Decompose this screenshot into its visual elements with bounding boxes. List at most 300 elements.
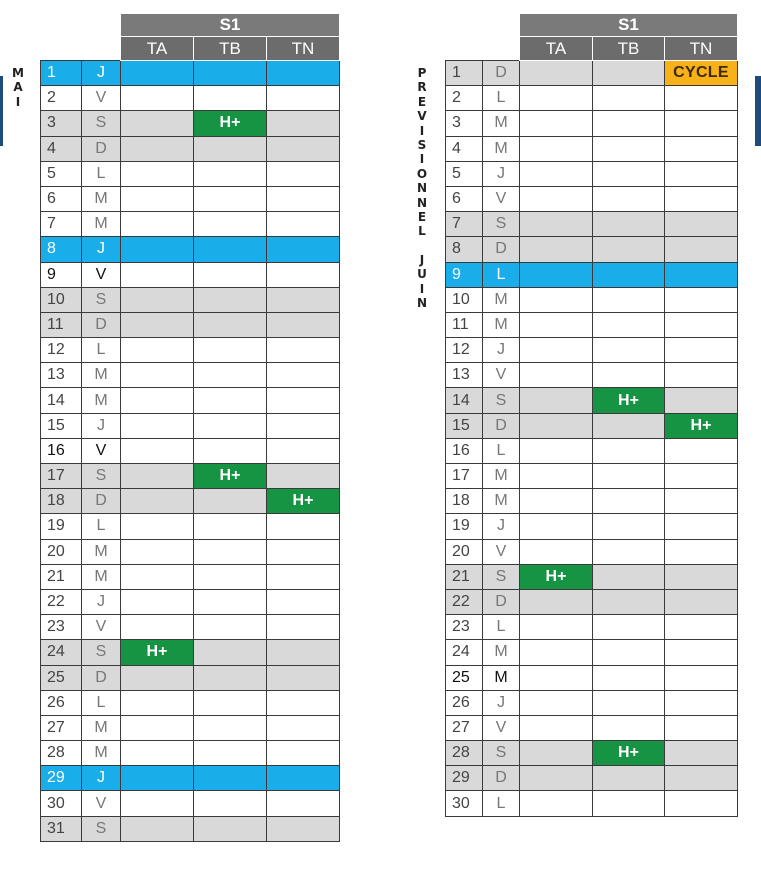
shift-cell-tb[interactable] — [194, 489, 267, 514]
vertical-label-letter: S — [417, 137, 427, 152]
day-letter: L — [483, 791, 520, 816]
day-number: 28 — [446, 741, 483, 766]
shift-header-tb: TB — [593, 37, 665, 61]
shift-cell-tn[interactable] — [267, 136, 340, 161]
day-number: 26 — [446, 690, 483, 715]
shift-cell-tn[interactable] — [267, 640, 340, 665]
group-header-s1: S1 — [520, 14, 738, 37]
shift-cell-ta[interactable] — [121, 514, 194, 539]
day-row — [41, 766, 340, 791]
shift-cell-tn[interactable] — [665, 262, 738, 287]
day-number: 12 — [446, 338, 483, 363]
day-number: 1 — [41, 61, 82, 86]
shift-cell-ta[interactable] — [520, 589, 593, 614]
day-letter: J — [82, 237, 121, 262]
day-letter: M — [483, 665, 520, 690]
day-number: 3 — [41, 111, 82, 136]
shift-cell-ta[interactable] — [520, 262, 593, 287]
shift-cell-tn[interactable] — [267, 514, 340, 539]
shift-cell-tb[interactable] — [194, 690, 267, 715]
shift-cell-tb[interactable] — [194, 262, 267, 287]
shift-cell-tn[interactable] — [267, 539, 340, 564]
day-row — [446, 665, 738, 690]
shift-cell-tb[interactable] — [194, 212, 267, 237]
day-number: 29 — [446, 766, 483, 791]
day-row — [446, 61, 738, 86]
shift-cell-tb[interactable] — [593, 464, 665, 489]
shift-cell-tb[interactable] — [194, 438, 267, 463]
shift-cell-tn[interactable] — [267, 615, 340, 640]
shift-cell-tn[interactable] — [665, 741, 738, 766]
shift-cell-tb[interactable] — [593, 539, 665, 564]
shift-cell-tb[interactable] — [194, 161, 267, 186]
shift-cell-ta[interactable] — [121, 186, 194, 211]
shift-cell-ta[interactable] — [520, 665, 593, 690]
day-number: 15 — [41, 413, 82, 438]
shift-cell-tn[interactable] — [665, 136, 738, 161]
overtime-badge-tn[interactable]: H+ — [267, 489, 340, 514]
vertical-label-letter: I — [419, 123, 425, 138]
day-row — [41, 61, 340, 86]
day-letter: L — [483, 86, 520, 111]
shift-cell-ta[interactable] — [520, 715, 593, 740]
june-schedule-table — [445, 13, 738, 817]
shift-cell-tn[interactable] — [665, 86, 738, 111]
day-letter: D — [82, 312, 121, 337]
shift-cell-tb[interactable] — [194, 564, 267, 589]
shift-cell-tb[interactable] — [593, 237, 665, 262]
day-row — [446, 212, 738, 237]
shift-cell-tb[interactable] — [593, 514, 665, 539]
shift-cell-tb[interactable] — [194, 86, 267, 111]
shift-cell-tn[interactable] — [267, 161, 340, 186]
day-number: 18 — [41, 489, 82, 514]
shift-cell-tb[interactable] — [593, 766, 665, 791]
shift-cell-tn[interactable] — [665, 438, 738, 463]
overtime-badge-tb[interactable]: H+ — [194, 464, 267, 489]
shift-cell-ta[interactable] — [520, 791, 593, 816]
shift-header-ta: TA — [121, 37, 194, 61]
shift-cell-ta[interactable] — [121, 816, 194, 841]
day-number: 5 — [446, 161, 483, 186]
day-number: 13 — [446, 363, 483, 388]
day-number: 30 — [41, 791, 82, 816]
shift-cell-ta[interactable] — [121, 312, 194, 337]
day-row — [446, 237, 738, 262]
shift-cell-ta[interactable] — [520, 287, 593, 312]
shift-cell-ta[interactable] — [520, 640, 593, 665]
day-letter: M — [483, 111, 520, 136]
shift-cell-ta[interactable] — [520, 438, 593, 463]
shift-cell-tn[interactable] — [267, 312, 340, 337]
shift-cell-ta[interactable] — [520, 186, 593, 211]
shift-cell-tb[interactable] — [194, 338, 267, 363]
shift-cell-ta[interactable] — [121, 715, 194, 740]
overtime-badge-tn[interactable]: H+ — [665, 413, 738, 438]
day-row — [41, 791, 340, 816]
shift-cell-ta[interactable] — [121, 564, 194, 589]
shift-cell-ta[interactable] — [121, 86, 194, 111]
shift-cell-tn[interactable] — [267, 715, 340, 740]
shift-cell-tb[interactable] — [593, 690, 665, 715]
shift-cell-tn[interactable] — [267, 262, 340, 287]
shift-cell-tb[interactable] — [194, 413, 267, 438]
day-number: 16 — [41, 438, 82, 463]
shift-cell-tn[interactable] — [665, 363, 738, 388]
day-row — [41, 564, 340, 589]
shift-cell-tb[interactable] — [593, 564, 665, 589]
shift-cell-ta[interactable] — [121, 212, 194, 237]
day-letter: J — [483, 338, 520, 363]
day-letter: M — [483, 287, 520, 312]
shift-cell-tn[interactable] — [665, 388, 738, 413]
shift-cell-tn[interactable] — [665, 312, 738, 337]
day-number: 14 — [41, 388, 82, 413]
day-row — [446, 539, 738, 564]
shift-cell-tn[interactable] — [665, 464, 738, 489]
shift-cell-ta[interactable] — [121, 161, 194, 186]
shift-cell-ta[interactable] — [121, 61, 194, 86]
day-number: 28 — [41, 741, 82, 766]
header-spacer — [446, 37, 520, 61]
shift-cell-tb[interactable] — [194, 388, 267, 413]
overtime-badge-tb[interactable]: H+ — [593, 388, 665, 413]
day-letter: L — [82, 690, 121, 715]
day-row — [446, 438, 738, 463]
shift-cell-tn[interactable] — [665, 640, 738, 665]
shift-cell-ta[interactable] — [121, 615, 194, 640]
day-letter: M — [82, 388, 121, 413]
shift-cell-ta[interactable] — [520, 363, 593, 388]
shift-cell-tn[interactable] — [267, 438, 340, 463]
shift-cell-tn[interactable] — [665, 665, 738, 690]
shift-cell-ta[interactable] — [121, 413, 194, 438]
shift-cell-tb[interactable] — [194, 363, 267, 388]
shift-cell-tn[interactable] — [267, 589, 340, 614]
shift-cell-tn[interactable] — [665, 489, 738, 514]
shift-cell-tn[interactable] — [665, 539, 738, 564]
day-row — [446, 312, 738, 337]
shift-cell-tb[interactable] — [593, 791, 665, 816]
day-row — [41, 363, 340, 388]
day-letter: J — [483, 161, 520, 186]
shift-cell-tb[interactable] — [593, 212, 665, 237]
day-letter: V — [82, 791, 121, 816]
shift-cell-tb[interactable] — [593, 489, 665, 514]
shift-cell-ta[interactable] — [520, 539, 593, 564]
day-number: 23 — [41, 615, 82, 640]
shift-cell-tn[interactable] — [665, 186, 738, 211]
shift-cell-tb[interactable] — [194, 791, 267, 816]
may-schedule-table — [40, 13, 340, 842]
shift-cell-ta[interactable] — [520, 489, 593, 514]
shift-cell-tn[interactable] — [267, 464, 340, 489]
shift-cell-tn[interactable] — [267, 61, 340, 86]
shift-cell-tn[interactable] — [665, 287, 738, 312]
day-number: 7 — [41, 212, 82, 237]
shift-cell-ta[interactable] — [121, 287, 194, 312]
shift-cell-ta[interactable] — [520, 413, 593, 438]
day-row — [446, 388, 738, 413]
shift-cell-tb[interactable] — [194, 665, 267, 690]
shift-cell-tb[interactable] — [593, 86, 665, 111]
shift-cell-tn[interactable] — [665, 690, 738, 715]
shift-cell-ta[interactable] — [520, 212, 593, 237]
day-number: 17 — [446, 464, 483, 489]
day-number: 21 — [41, 564, 82, 589]
may-rows — [41, 61, 340, 842]
day-letter: V — [82, 438, 121, 463]
shift-cell-tb[interactable] — [593, 338, 665, 363]
day-letter: L — [82, 514, 121, 539]
shift-cell-tn[interactable] — [665, 237, 738, 262]
shift-cell-tb[interactable] — [593, 186, 665, 211]
shift-cell-ta[interactable] — [520, 741, 593, 766]
shift-cell-ta[interactable] — [520, 237, 593, 262]
shift-cell-tn[interactable] — [665, 111, 738, 136]
day-row — [41, 640, 340, 665]
shift-cell-tb[interactable] — [194, 640, 267, 665]
shift-cell-tn[interactable] — [267, 237, 340, 262]
day-letter: M — [82, 539, 121, 564]
shift-cell-tn[interactable] — [665, 715, 738, 740]
shift-cell-tb[interactable] — [593, 363, 665, 388]
shift-cell-tb[interactable] — [194, 741, 267, 766]
day-number: 6 — [446, 186, 483, 211]
day-row — [41, 161, 340, 186]
shift-cell-tn[interactable] — [267, 86, 340, 111]
day-number: 14 — [446, 388, 483, 413]
shift-cell-tb[interactable] — [194, 186, 267, 211]
day-row — [41, 237, 340, 262]
shift-cell-tn[interactable] — [665, 338, 738, 363]
shift-cell-tb[interactable] — [593, 589, 665, 614]
shift-cell-tb[interactable] — [194, 136, 267, 161]
shift-cell-tb[interactable] — [593, 615, 665, 640]
day-letter: D — [483, 766, 520, 791]
shift-cell-tb[interactable] — [593, 640, 665, 665]
shift-cell-tn[interactable] — [267, 791, 340, 816]
shift-cell-tb[interactable] — [194, 615, 267, 640]
shift-cell-tn[interactable] — [267, 363, 340, 388]
shift-cell-ta[interactable] — [121, 363, 194, 388]
shift-cell-tb[interactable] — [593, 262, 665, 287]
shift-cell-tb[interactable] — [194, 766, 267, 791]
shift-cell-tb[interactable] — [593, 287, 665, 312]
shift-cell-ta[interactable] — [520, 766, 593, 791]
shift-cell-ta[interactable] — [121, 690, 194, 715]
shift-cell-ta[interactable] — [520, 514, 593, 539]
shift-cell-tb[interactable] — [593, 715, 665, 740]
shift-cell-ta[interactable] — [121, 766, 194, 791]
shift-cell-tb[interactable] — [194, 715, 267, 740]
shift-cell-tn[interactable] — [665, 589, 738, 614]
shift-cell-tn[interactable] — [267, 413, 340, 438]
day-number: 25 — [41, 665, 82, 690]
shift-cell-tn[interactable] — [267, 287, 340, 312]
day-number: 27 — [446, 715, 483, 740]
day-row — [41, 413, 340, 438]
day-row — [446, 287, 738, 312]
day-letter: M — [82, 363, 121, 388]
shift-cell-tn[interactable] — [267, 816, 340, 841]
day-row — [446, 489, 738, 514]
day-row — [41, 464, 340, 489]
shift-cell-ta[interactable] — [520, 690, 593, 715]
shift-cell-tn[interactable] — [665, 791, 738, 816]
shift-cell-ta[interactable] — [121, 136, 194, 161]
shift-cell-tb[interactable] — [593, 413, 665, 438]
day-number: 18 — [446, 489, 483, 514]
shift-cell-tb[interactable] — [593, 161, 665, 186]
shift-cell-ta[interactable] — [121, 338, 194, 363]
shift-cell-ta[interactable] — [121, 539, 194, 564]
shift-cell-tn[interactable] — [267, 338, 340, 363]
shift-cell-tn[interactable] — [665, 161, 738, 186]
cycle-badge-tn[interactable]: CYCLE — [665, 61, 738, 86]
shift-cell-ta[interactable] — [121, 589, 194, 614]
shift-cell-tn[interactable] — [267, 665, 340, 690]
day-row — [41, 615, 340, 640]
shift-cell-tn[interactable] — [665, 615, 738, 640]
shift-cell-ta[interactable] — [520, 312, 593, 337]
overtime-badge-tb[interactable]: H+ — [194, 111, 267, 136]
shift-cell-tb[interactable] — [593, 438, 665, 463]
day-letter: S — [82, 816, 121, 841]
shift-cell-tb[interactable] — [593, 312, 665, 337]
shift-cell-ta[interactable] — [520, 464, 593, 489]
day-letter: M — [82, 212, 121, 237]
shift-cell-tb[interactable] — [194, 61, 267, 86]
day-number: 10 — [446, 287, 483, 312]
day-letter: L — [82, 338, 121, 363]
shift-cell-tb[interactable] — [194, 312, 267, 337]
day-row — [41, 741, 340, 766]
shift-cell-tb[interactable] — [593, 136, 665, 161]
shift-cell-tn[interactable] — [267, 766, 340, 791]
shift-cell-ta[interactable] — [121, 388, 194, 413]
vertical-label-letter: R — [417, 80, 427, 95]
shift-cell-ta[interactable] — [520, 161, 593, 186]
left-edge-bar — [0, 76, 3, 146]
day-number: 6 — [41, 186, 82, 211]
day-letter: M — [82, 715, 121, 740]
shift-cell-tn[interactable] — [267, 741, 340, 766]
shift-cell-tb[interactable] — [194, 816, 267, 841]
day-number: 1 — [446, 61, 483, 86]
day-number: 22 — [41, 589, 82, 614]
shift-cell-ta[interactable] — [121, 741, 194, 766]
shift-cell-tb[interactable] — [593, 665, 665, 690]
shift-cell-ta[interactable] — [121, 791, 194, 816]
shift-cell-tb[interactable] — [194, 514, 267, 539]
day-letter: M — [82, 564, 121, 589]
day-letter: L — [483, 615, 520, 640]
shift-cell-tn[interactable] — [267, 186, 340, 211]
shift-cell-ta[interactable] — [121, 111, 194, 136]
shift-cell-tn[interactable] — [267, 564, 340, 589]
shift-cell-ta[interactable] — [121, 489, 194, 514]
shift-cell-tn[interactable] — [665, 212, 738, 237]
day-number: 13 — [41, 363, 82, 388]
shift-cell-ta[interactable] — [520, 615, 593, 640]
day-row — [446, 741, 738, 766]
day-letter: J — [483, 690, 520, 715]
vertical-label-letter: M — [12, 66, 24, 80]
shift-cell-ta[interactable] — [121, 464, 194, 489]
vertical-label-letter: N — [416, 296, 428, 311]
day-letter: V — [82, 262, 121, 287]
shift-cell-tb[interactable] — [194, 237, 267, 262]
shift-cell-tn[interactable] — [665, 766, 738, 791]
shift-cell-ta[interactable] — [520, 388, 593, 413]
overtime-badge-ta[interactable]: H+ — [121, 640, 194, 665]
shift-cell-ta[interactable] — [520, 61, 593, 86]
day-row — [41, 715, 340, 740]
shift-cell-tn[interactable] — [665, 564, 738, 589]
overtime-badge-tb[interactable]: H+ — [593, 741, 665, 766]
day-number: 15 — [446, 413, 483, 438]
shift-cell-tn[interactable] — [267, 212, 340, 237]
day-number: 5 — [41, 161, 82, 186]
shift-cell-tb[interactable] — [194, 539, 267, 564]
vertical-label-letter: V — [417, 109, 427, 124]
overtime-badge-ta[interactable]: H+ — [520, 564, 593, 589]
day-row — [446, 363, 738, 388]
day-row — [41, 338, 340, 363]
shift-cell-ta[interactable] — [121, 665, 194, 690]
day-row — [446, 338, 738, 363]
shift-cell-tn[interactable] — [267, 690, 340, 715]
shift-cell-ta[interactable] — [520, 136, 593, 161]
day-letter: V — [483, 186, 520, 211]
group-header-s1: S1 — [121, 14, 340, 37]
day-letter: V — [483, 363, 520, 388]
may-vertical-label — [10, 66, 26, 109]
june-vertical-label — [414, 66, 430, 311]
shift-cell-ta[interactable] — [520, 86, 593, 111]
shift-cell-ta[interactable] — [121, 262, 194, 287]
vertical-label-letter: A — [13, 80, 23, 95]
day-row — [41, 489, 340, 514]
day-number: 4 — [446, 136, 483, 161]
shift-cell-tn[interactable] — [665, 514, 738, 539]
day-letter: D — [483, 589, 520, 614]
day-row — [41, 312, 340, 337]
day-number: 7 — [446, 212, 483, 237]
shift-cell-ta[interactable] — [121, 438, 194, 463]
day-letter: M — [483, 312, 520, 337]
day-number: 24 — [41, 640, 82, 665]
day-number: 3 — [446, 111, 483, 136]
day-letter: S — [82, 111, 121, 136]
shift-cell-tb[interactable] — [593, 111, 665, 136]
day-number: 26 — [41, 690, 82, 715]
day-row — [41, 514, 340, 539]
shift-cell-ta[interactable] — [520, 338, 593, 363]
day-row — [446, 564, 738, 589]
shift-cell-tn[interactable] — [267, 388, 340, 413]
shift-cell-tn[interactable] — [267, 111, 340, 136]
shift-cell-tb[interactable] — [194, 589, 267, 614]
shift-cell-tb[interactable] — [593, 61, 665, 86]
shift-cell-tb[interactable] — [194, 287, 267, 312]
day-letter: L — [483, 438, 520, 463]
shift-cell-ta[interactable] — [121, 237, 194, 262]
shift-cell-ta[interactable] — [520, 111, 593, 136]
day-number: 23 — [446, 615, 483, 640]
right-edge-bar — [755, 76, 761, 146]
